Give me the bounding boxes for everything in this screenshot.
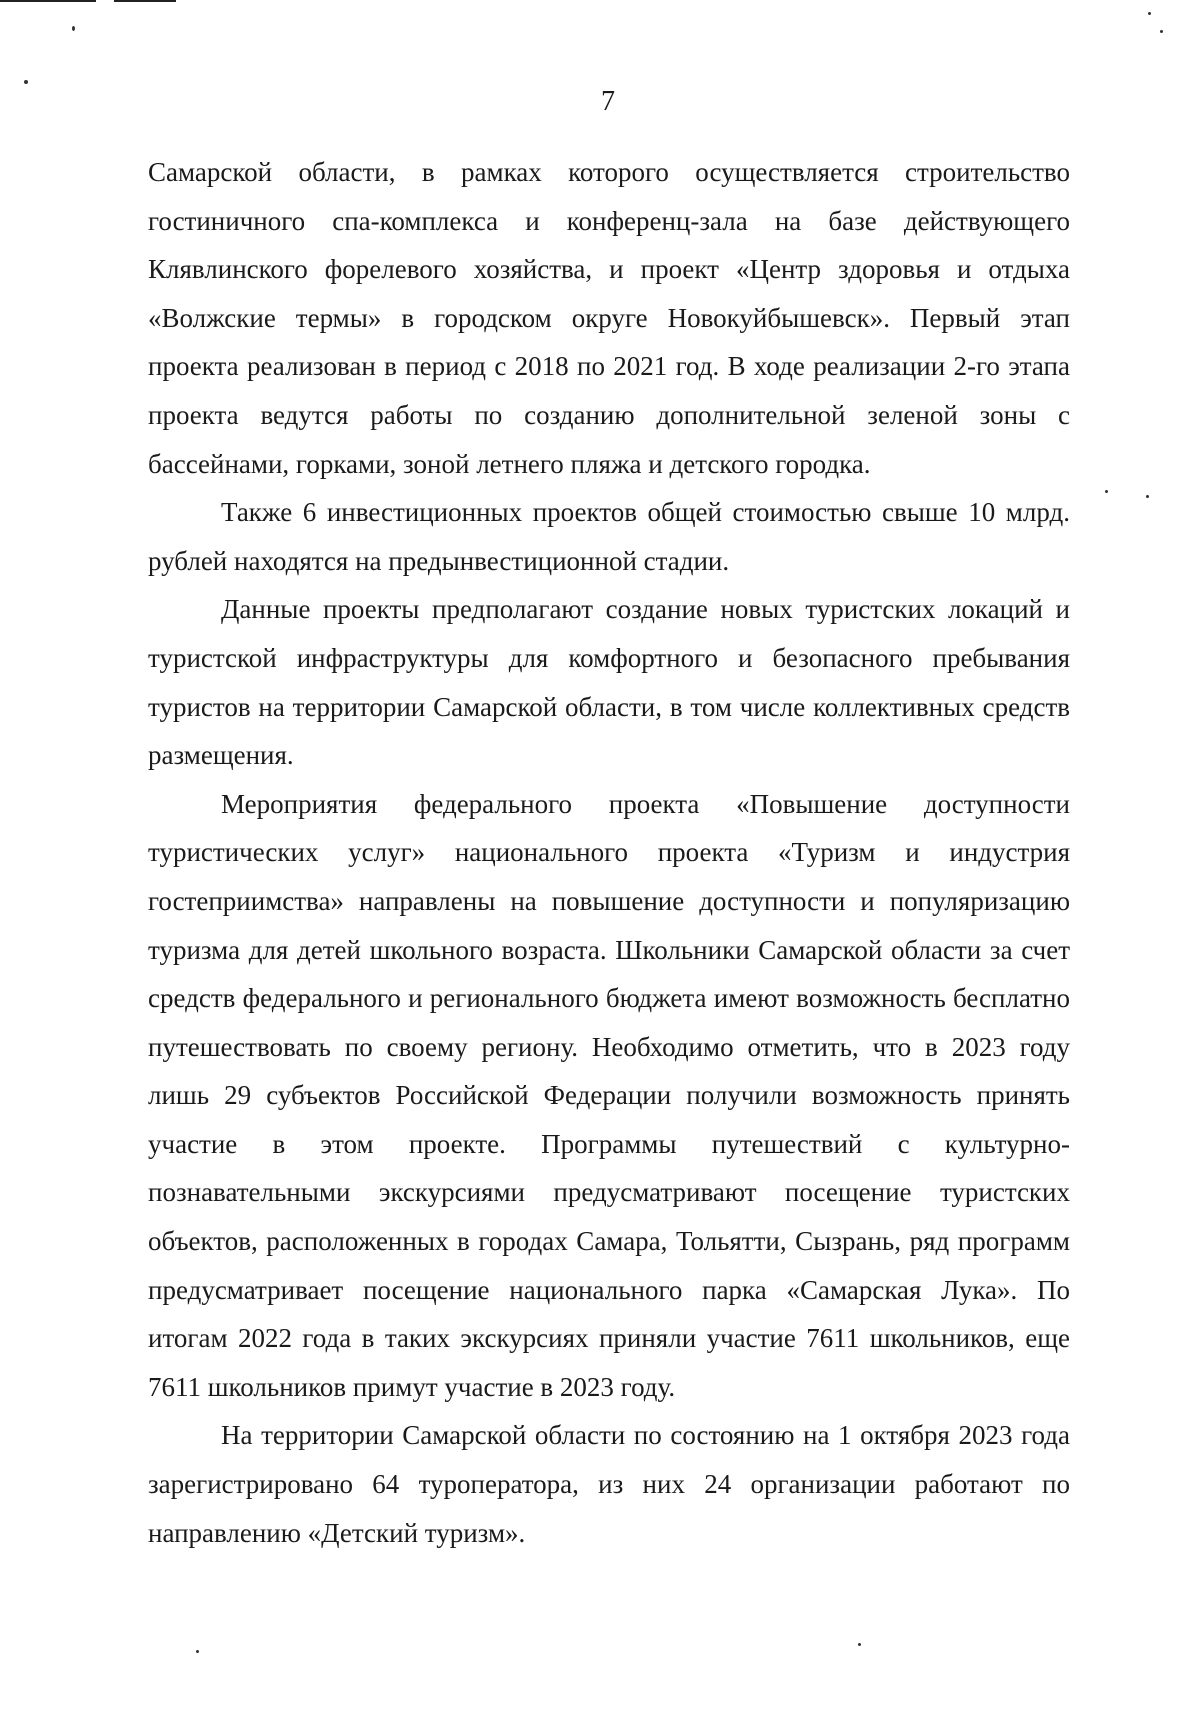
paragraph: Также 6 инвестиционных проектов общей стоимостью свыше 10 млрд. рублей находятся на предынвестиционной стадии. [148, 497, 1070, 576]
scan-speck [1160, 30, 1163, 33]
paragraph: На территории Самарской области по состоянию на 1 октября 2023 года зарегистрировано 64 туроператора, из них 24 организации работают по направлению «Детский туризм». [148, 1420, 1070, 1548]
scan-edge-mark [0, 0, 96, 2]
paragraph: Мероприятия федерального проекта «Повышение доступности туристических услуг» национального проекта «Туризм и индустрия гостеприимства» направлены на повышение доступности и популяризацию туризма для детей школьного возраста. Школьники Самарской области за счет средств федерального и регионального бюджета имеют возможность бесплатно путешествовать по своему региону. Необходимо отметить, что в 2023 году лишь 29 субъектов Российской Федерации получили возможность принять участие в этом проекте. Программы путешествий с культурно-познавательными экскурсиями предусматривают посещение туристских объектов, расположенных в городах Самара, Тольятти, Сызрань, ряд программ предусматривает посещение национального парка «Самарская Лука». По итогам 2022 года в таких экскурсиях приняли участие 7611 школьников, еще 7611 школьников примут участие в 2023 году. [148, 788, 1070, 1402]
scan-speck [72, 26, 75, 31]
scan-speck [1148, 12, 1151, 15]
scan-edge-mark [114, 0, 176, 2]
paragraph: Данные проекты предполагают создание новых туристских локаций и туристской инфраструктуры для комфортного и безопасного пребывания туристов на территории Самарской области, в том числе коллективных средств размещения. [148, 594, 1070, 771]
scan-speck [24, 80, 28, 84]
scan-speck [196, 1650, 199, 1653]
scan-speck [858, 1643, 861, 1646]
document-body [148, 148, 1070, 1557]
scan-speck [1146, 495, 1149, 498]
scan-speck [1105, 490, 1108, 493]
paragraph: Самарской области, в рамках которого осуществляется строительство гостиничного спа-комплекса и конференц-зала на базе действующего Клявлинского форелевого хозяйства, и проект «Центр здоровья и отдыха «Волжские термы» в городском округе Новокуйбышевск». Первый этап проекта реализован в период с 2018 по 2021 год. В ходе реализации 2-го этапа проекта ведутся работы по созданию дополнительной зеленой зоны с бассейнами, горками, зоной летнего пляжа и детского городка. [148, 157, 1070, 479]
page-number: 7 [601, 86, 615, 117]
